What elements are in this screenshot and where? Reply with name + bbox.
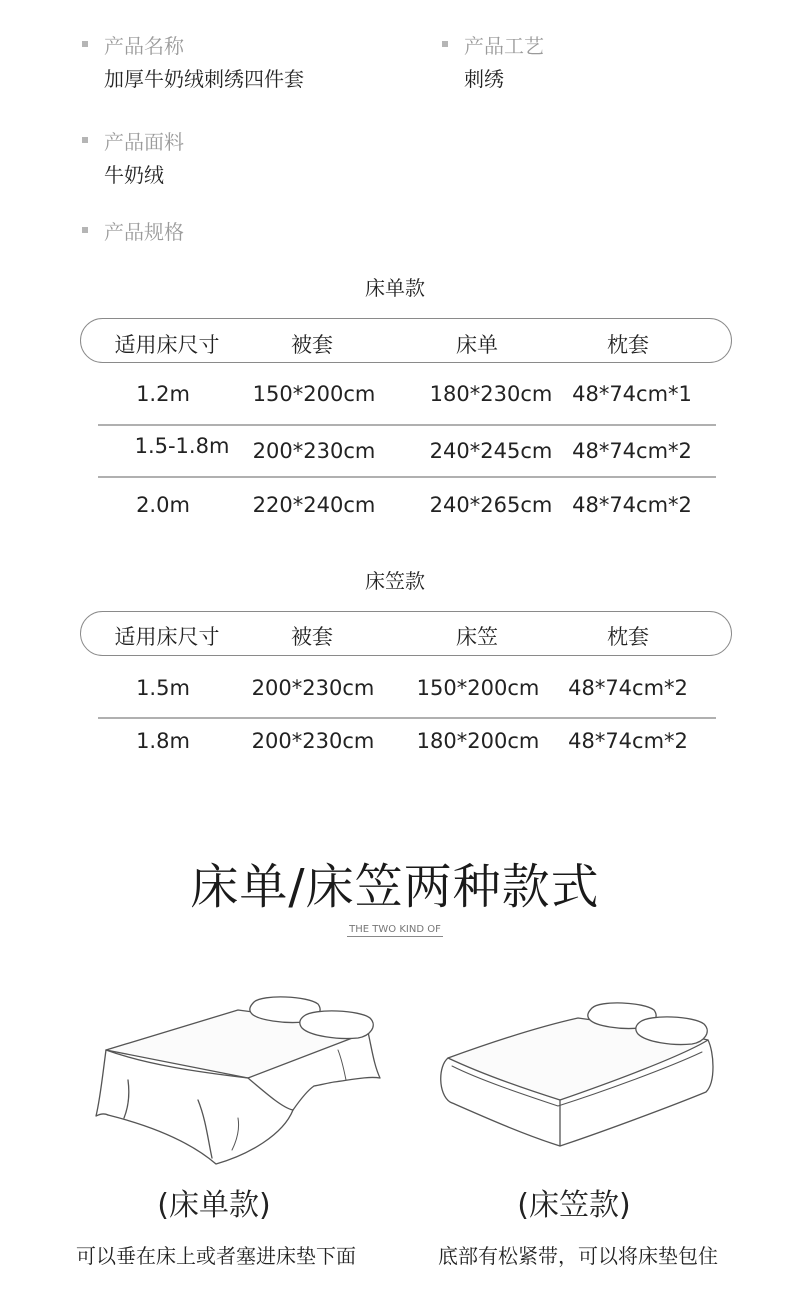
table-cell: 200*230cm [252, 439, 376, 463]
bullet-icon [442, 41, 448, 47]
styles-title: 床单/床笠两种款式 [190, 859, 600, 915]
fitted-sheet-description: 底部有松紧带，可以将床垫包住 [438, 1244, 718, 1268]
header-cell: 被套 [291, 333, 333, 357]
spec-value: 牛奶绒 [104, 163, 164, 187]
spec-label: 产品规格 [104, 220, 184, 244]
fitted-sheet-bed-illustration [432, 996, 722, 1154]
table-cell: 1.5-1.8m [134, 434, 230, 458]
bullet-icon [82, 41, 88, 47]
fitted-table-title: 床笠款 [365, 569, 425, 593]
header-cell: 床单 [456, 333, 498, 357]
table-cell: 2.0m [136, 493, 190, 517]
styles-subtitle-text: THE TWO KIND OF [349, 924, 441, 935]
table-cell: 48*74cm*2 [568, 676, 688, 700]
bullet-icon [82, 137, 88, 143]
flat-sheet-caption: (床单款) [157, 1188, 271, 1223]
header-cell: 枕套 [607, 333, 649, 357]
flat-sheet-description: 可以垂在床上或者塞进床垫下面 [76, 1244, 356, 1268]
header-cell: 枕套 [607, 625, 649, 649]
table-cell: 150*200cm [416, 676, 540, 700]
sheet-table-title: 床单款 [365, 276, 425, 300]
fitted-sheet-caption: (床笠款) [517, 1188, 631, 1223]
table-cell: 48*74cm*1 [572, 382, 692, 406]
spec-label: 产品工艺 [464, 34, 544, 58]
table-cell: 48*74cm*2 [572, 439, 692, 463]
spec-value: 刺绣 [464, 67, 504, 91]
header-cell: 适用床尺寸 [114, 625, 220, 649]
table-cell: 220*240cm [252, 493, 376, 517]
table-cell: 200*230cm [251, 729, 375, 753]
table-cell: 48*74cm*2 [572, 493, 692, 517]
row-divider [98, 476, 716, 478]
flat-sheet-bed-illustration [88, 990, 388, 1168]
header-cell: 床笠 [456, 625, 498, 649]
table-cell: 1.8m [136, 729, 190, 753]
spec-label: 产品面料 [104, 130, 184, 154]
table-cell: 240*265cm [429, 493, 553, 517]
table-cell: 1.2m [136, 382, 190, 406]
table-cell: 1.5m [136, 676, 190, 700]
spec-value: 加厚牛奶绒刺绣四件套 [104, 67, 304, 91]
table-cell: 180*230cm [429, 382, 553, 406]
table-cell: 240*245cm [429, 439, 553, 463]
row-divider [98, 717, 716, 719]
table-cell: 150*200cm [252, 382, 376, 406]
header-cell: 被套 [291, 625, 333, 649]
table-cell: 48*74cm*2 [568, 729, 688, 753]
spec-label: 产品名称 [104, 34, 184, 58]
header-cell: 适用床尺寸 [114, 333, 220, 357]
table-cell: 180*200cm [416, 729, 540, 753]
row-divider [98, 424, 716, 426]
bullet-icon [82, 227, 88, 233]
styles-subtitle [0, 924, 790, 935]
table-cell: 200*230cm [251, 676, 375, 700]
